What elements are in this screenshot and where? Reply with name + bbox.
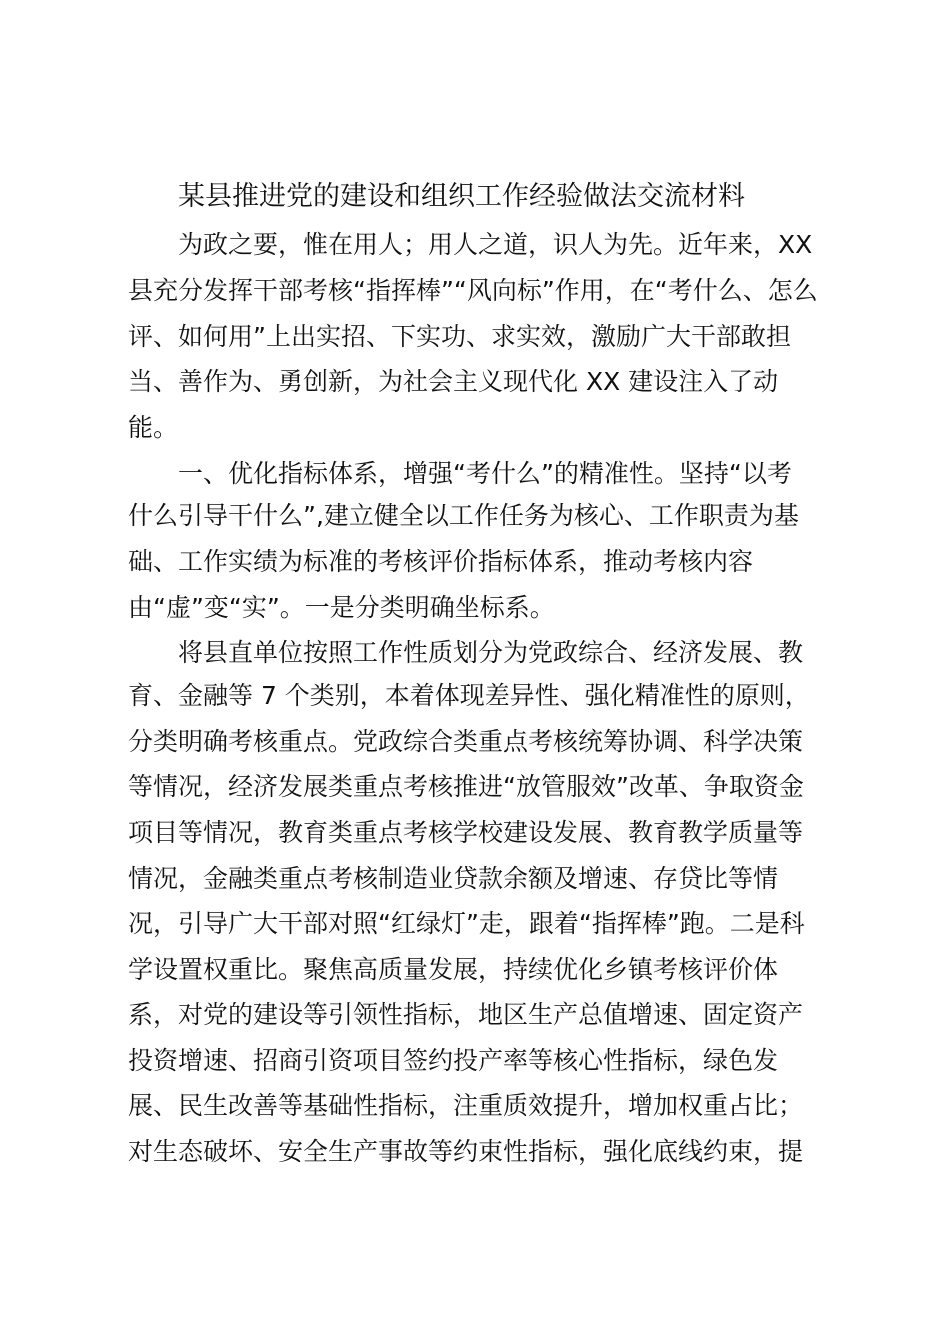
paragraph-body-line: 况，引导广大干部对照“红绿灯”走，跟着“指挥棒”跑。二是科 (128, 909, 805, 938)
paragraph-intro-line: 为政之要，惟在用人；用人之道，识人为先。近年来，XX (178, 230, 813, 259)
paragraph-body-line: 系，对党的建设等引领性指标，地区生产总值增速、固定资产 (128, 1000, 804, 1029)
paragraph-intro-line: 当、善作为、勇创新，为社会主义现代化 XX 建设注入了动 (128, 367, 779, 396)
document-title: 某县推进党的建设和组织工作经验做法交流材料 (178, 181, 745, 212)
paragraph-body-line: 分类明确考核重点。党政综合类重点考核统筹协调、科学决策 (128, 727, 804, 756)
paragraph-body-line: 项目等情况，教育类重点考核学校建设发展、教育教学质量等 (128, 818, 804, 847)
paragraph-body-line: 将县直单位按照工作性质划分为党政综合、经济发展、教 (178, 638, 804, 667)
paragraph-intro-line: 评、如何用”上出实招、下实功、求实效，激励广大干部敢担 (128, 322, 791, 351)
paragraph-body-line: 投资增速、招商引资项目签约投产率等核心性指标，绿色发 (128, 1046, 779, 1075)
paragraph-section-1-line: 一、优化指标体系，增强“考什么”的精准性。坚持“以考 (178, 459, 792, 488)
paragraph-body-line: 对生态破坏、安全生产事故等约束性指标，强化底线约束，提 (128, 1137, 804, 1166)
paragraph-body-line: 育、金融等 7 个类别，本着体现差异性、强化精准性的原则， (128, 681, 810, 710)
paragraph-body-line: 学设置权重比。聚焦高质量发展，持续优化乡镇考核评价体 (128, 955, 779, 984)
paragraph-section-1-line: 由“虚”变“实”。一是分类明确坐标系。 (128, 593, 555, 622)
paragraph-intro-line: 能。 (128, 413, 179, 442)
paragraph-body-line: 等情况，经济发展类重点考核推进“放管服效”改革、争取资金 (128, 772, 804, 801)
paragraph-intro-line: 县充分发挥干部考核“指挥棒”“风向标”作用，在“考什么、怎么 (128, 276, 818, 305)
paragraph-body-line: 展、民生改善等基础性指标，注重质效提升，增加权重占比； (128, 1091, 804, 1120)
paragraph-section-1-line: 础、工作实绩为标准的考核评价指标体系，推动考核内容 (128, 547, 754, 576)
paragraph-body-line: 情况，金融类重点考核制造业贷款余额及增速、存贷比等情 (128, 864, 779, 893)
paragraph-section-1-line: 什么引导干什么”,建立健全以工作任务为核心、工作职责为基 (128, 501, 799, 530)
